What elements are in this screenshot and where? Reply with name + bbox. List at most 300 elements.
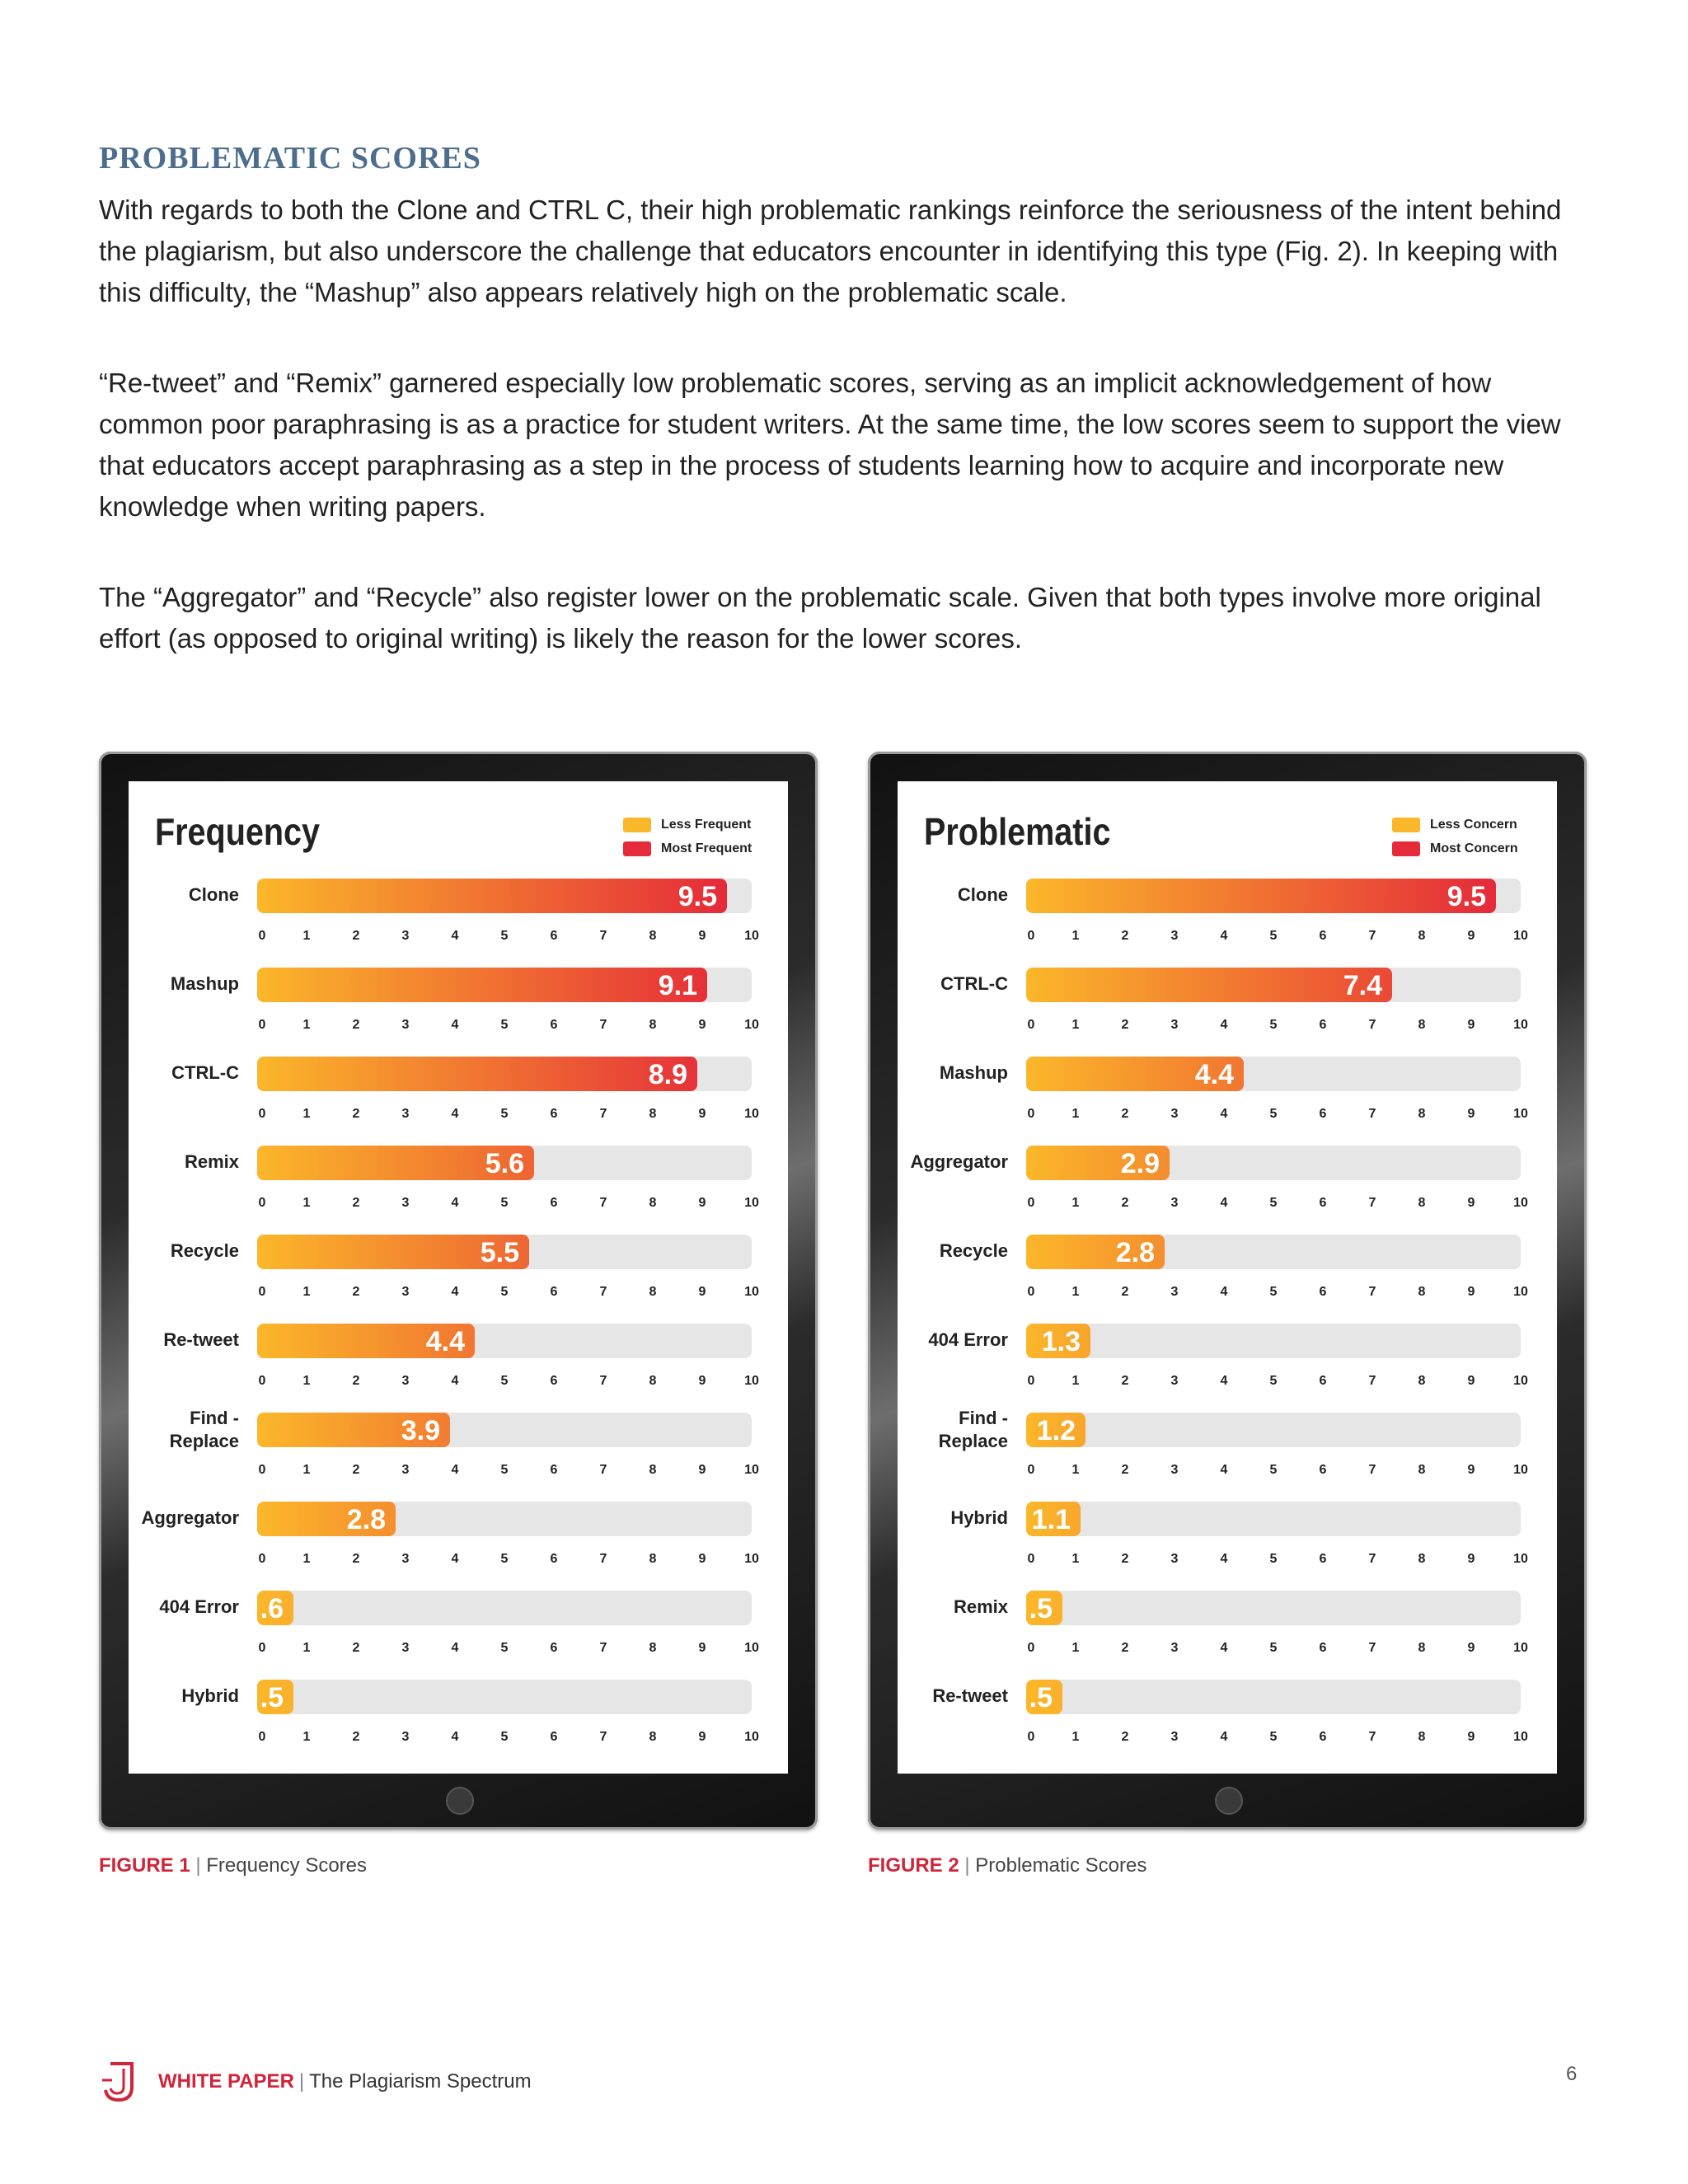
chart-frequency [129,781,788,1774]
tick-label: 5 [1269,1107,1278,1121]
tick-label: 7 [1368,1018,1376,1032]
tick-label: 6 [550,1641,558,1655]
tick-label: 4 [451,1730,459,1744]
tick-label: 10 [1513,1552,1528,1566]
bar-ctrl-c [257,1057,697,1091]
value-label: 3.9 [401,1415,440,1446]
tick-label: 5 [500,929,509,943]
tick-label: 4 [451,1196,459,1210]
tick-label: 9 [1467,1285,1475,1299]
tick-label: 6 [550,1196,558,1210]
tick-label: 1 [1071,1018,1080,1032]
value-label: 2.8 [1115,1237,1155,1268]
tick-label: 9 [698,929,706,943]
category-label: Hybrid [950,1507,1008,1528]
value-label: 5.5 [480,1237,519,1268]
footer-label: WHITE PAPER [158,2070,294,2093]
figure-label: FIGURE 2 [868,1854,959,1877]
tick-label: 9 [698,1196,706,1210]
category-label: Recycle [939,1240,1008,1261]
tick-label: 9 [1467,1374,1475,1388]
legend-label: Most Concern [1430,841,1518,855]
value-label: 4.4 [425,1326,465,1357]
tick-label: 6 [550,929,558,943]
footer [99,2059,532,2105]
tick-label: 9 [1467,1107,1475,1121]
chart-title: Frequency [155,810,321,853]
tick-label: 3 [1170,1552,1179,1566]
tick-label: 8 [649,1107,657,1121]
tick-label: 6 [1319,1730,1327,1744]
tablet-home-button [1215,1787,1243,1815]
tick-label: 0 [258,1285,266,1299]
tick-label: 4 [451,1552,459,1566]
tick-label: 10 [1513,1285,1528,1299]
value-label: 2.9 [1120,1148,1160,1179]
bar-track [1026,1680,1521,1714]
tick-label: 1 [1071,1552,1080,1566]
tablet-problematic [868,752,1587,1830]
value-label: 9.5 [678,881,717,912]
tick-label: 6 [550,1285,558,1299]
tick-label: 5 [1269,1552,1278,1566]
tick-label: 7 [1368,1730,1376,1744]
tick-label: 9 [1467,1196,1475,1210]
tick-label: 1 [302,1107,311,1121]
tick-label: 4 [1220,1641,1228,1655]
category-label: Aggregator [910,1151,1008,1172]
tick-label: 7 [599,1107,607,1121]
tick-label: 0 [258,1463,266,1477]
bar-ctrl-c [1026,968,1392,1002]
tick-label: 7 [599,1285,607,1299]
tick-label: 1 [302,929,311,943]
value-label: 5.6 [485,1148,524,1179]
tick-label: 7 [1368,1463,1376,1477]
tick-label: 1 [302,1374,311,1388]
tick-label: 1 [302,1196,311,1210]
tick-label: 2 [352,1552,360,1566]
tick-label: 4 [1220,1107,1228,1121]
tick-label: 1 [1071,1107,1080,1121]
tick-label: 9 [698,1374,706,1388]
tick-label: 8 [649,1374,657,1388]
tick-label: 10 [744,1196,759,1210]
tick-label: 10 [1513,929,1528,943]
tick-label: 3 [401,1196,410,1210]
tick-label: 5 [500,1374,509,1388]
caption-text: Frequency Scores [206,1854,368,1877]
bar-track [1026,1502,1521,1536]
category-label: Hybrid [181,1685,239,1706]
tick-label: 10 [744,1285,759,1299]
tick-label: 3 [401,1463,410,1477]
bar-clone [1026,879,1496,913]
tick-label: 2 [1121,1374,1129,1388]
tick-label: 4 [1220,1730,1228,1744]
tick-label: 10 [744,1374,759,1388]
paragraph-2: “Re-tweet” and “Remix” garnered especially low problematic scores, serving as an implicit acknowledgement of how common poor paraphrasing is as a practice for student writers. At the same time, the low scores seem to support the view that educators accept paraphrasing as a step in the process of students learning how to acquire and incorporate new knowledge when writing papers. [99,368,1561,522]
tick-label: 0 [1027,1196,1035,1210]
tick-label: 10 [744,1641,759,1655]
category-label: Clone [957,884,1008,905]
value-label: .6 [260,1593,284,1624]
bar-mashup [257,968,707,1002]
tick-label: 4 [1220,1463,1228,1477]
tick-label: 7 [599,1018,607,1032]
tick-label: 8 [1418,1374,1426,1388]
tick-label: 5 [1269,1463,1278,1477]
tick-label: 4 [1220,1018,1228,1032]
tick-label: 8 [649,1018,657,1032]
category-label: 404 Error [928,1329,1008,1350]
tick-label: 4 [1220,1552,1228,1566]
tick-label: 1 [1071,1641,1080,1655]
tick-label: 6 [550,1552,558,1566]
tick-label: 10 [1513,1730,1528,1744]
category-label: Mashup [939,1062,1008,1083]
tick-label: 10 [1513,1641,1528,1655]
tablet-home-button [446,1787,474,1815]
tick-label: 7 [599,1463,607,1477]
tick-label: 1 [302,1552,311,1566]
category-label: CTRL-C [171,1062,239,1083]
tick-label: 9 [698,1107,706,1121]
tick-label: 9 [698,1552,706,1566]
tick-label: 8 [649,1285,657,1299]
category-label: Re-tweet [932,1685,1008,1706]
caption-separator: | [964,1854,970,1877]
tick-label: 0 [1027,1463,1035,1477]
tick-label: 3 [401,1552,410,1566]
category-label: Replace [169,1431,239,1451]
tick-label: 4 [451,1374,459,1388]
value-label: 9.1 [658,970,697,1001]
category-label: Aggregator [141,1507,239,1528]
tick-label: 1 [302,1463,311,1477]
tick-label: 5 [1269,1374,1278,1388]
category-label: CTRL-C [940,973,1008,994]
tick-label: 1 [302,1018,311,1032]
value-label: .5 [1029,1593,1053,1624]
brand-logo-icon [99,2059,140,2105]
tick-label: 2 [1121,929,1129,943]
tick-label: 2 [352,929,360,943]
tick-label: 0 [1027,1374,1035,1388]
page-number: 6 [1566,2063,1578,2085]
tick-label: 4 [451,1018,459,1032]
section-title: PROBLEMATIC SCORES [99,141,481,176]
tick-label: 4 [1220,1374,1228,1388]
tick-label: 2 [1121,1552,1129,1566]
value-label: 1.1 [1031,1504,1071,1535]
tick-label: 2 [1121,1285,1129,1299]
tick-label: 1 [302,1285,311,1299]
category-label: 404 Error [159,1596,239,1617]
bar-chart-problematic [898,781,1557,1774]
tick-label: 10 [744,1730,759,1744]
tick-label: 6 [1319,1107,1327,1121]
category-label: Find - [959,1408,1008,1428]
tick-label: 3 [1170,1641,1179,1655]
tick-label: 7 [1368,1374,1376,1388]
chart-title: Problematic [924,810,1111,853]
tick-label: 8 [1418,1107,1426,1121]
tick-label: 1 [1071,1374,1080,1388]
tick-label: 5 [500,1641,509,1655]
tick-label: 2 [1121,1463,1129,1477]
tick-label: 9 [698,1285,706,1299]
tick-label: 1 [1071,1285,1080,1299]
figure-caption-1 [99,1854,367,1877]
tick-label: 9 [1467,929,1475,943]
tick-label: 2 [352,1641,360,1655]
footer-separator: | [298,2070,305,2093]
tick-label: 7 [599,1730,607,1744]
tick-label: 6 [550,1374,558,1388]
tick-label: 6 [1319,1374,1327,1388]
tick-label: 10 [744,1018,759,1032]
tick-label: 3 [1170,1285,1179,1299]
tick-label: 9 [1467,1641,1475,1655]
category-label: Remix [953,1596,1008,1617]
tick-label: 0 [1027,929,1035,943]
value-label: 4.4 [1194,1059,1234,1090]
tick-label: 4 [451,1107,459,1121]
tick-label: 4 [1220,1196,1228,1210]
paragraph-3: The “Aggregator” and “Recycle” also register lower on the problematic scale. Given that both types involve more original effort (as opposed to original writing) is likely the reason for the lower scores. [99,582,1541,654]
tick-label: 5 [500,1018,509,1032]
tick-label: 0 [258,1107,266,1121]
tick-label: 3 [401,1018,410,1032]
category-label: Mashup [170,973,239,994]
tick-label: 10 [1513,1196,1528,1210]
tick-label: 0 [1027,1018,1035,1032]
bar-track [1026,1324,1521,1358]
tick-label: 6 [1319,1463,1327,1477]
tick-label: 10 [1513,1018,1528,1032]
legend-label: Most Frequent [661,841,753,855]
tick-label: 10 [1513,1374,1528,1388]
footer-title: The Plagiarism Spectrum [309,2070,532,2093]
tick-label: 7 [1368,1107,1376,1121]
tick-label: 5 [500,1107,509,1121]
tick-label: 2 [352,1018,360,1032]
tick-label: 4 [451,1285,459,1299]
tick-label: 1 [1071,929,1080,943]
tick-label: 1 [1071,1196,1080,1210]
tick-label: 1 [302,1641,311,1655]
tick-label: 8 [649,929,657,943]
paragraph-1: With regards to both the Clone and CTRL C, their high problematic rankings reinforce the seriousness of the intent behind the plagiarism, but also underscore the challenge that educators encounter in identifying this type (Fig. 2). In keeping with this difficulty, the “Mashup” also appears relatively high on the problematic scale. [99,194,1562,307]
tick-label: 9 [698,1463,706,1477]
tick-label: 9 [1467,1463,1475,1477]
value-label: .5 [260,1682,284,1713]
caption-separator: | [195,1854,201,1877]
tick-label: 6 [550,1730,558,1744]
tick-label: 2 [352,1285,360,1299]
tick-label: 5 [500,1463,509,1477]
tick-label: 9 [1467,1730,1475,1744]
tick-label: 5 [1269,1196,1278,1210]
tick-label: 2 [352,1374,360,1388]
value-label: 1.3 [1041,1326,1081,1357]
tick-label: 0 [258,1641,266,1655]
tick-label: 3 [401,1730,410,1744]
tick-label: 9 [698,1730,706,1744]
tick-label: 6 [1319,1285,1327,1299]
tick-label: 3 [1170,929,1179,943]
tick-label: 9 [1467,1018,1475,1032]
tick-label: 2 [352,1107,360,1121]
tick-label: 1 [1071,1463,1080,1477]
tick-label: 4 [451,1641,459,1655]
tick-label: 0 [1027,1641,1035,1655]
tick-label: 8 [1418,1018,1426,1032]
tick-label: 7 [1368,1641,1376,1655]
legend-label: Less Concern [1430,817,1517,832]
tick-label: 10 [744,1107,759,1121]
tick-label: 8 [1418,1285,1426,1299]
tick-label: 0 [1027,1730,1035,1744]
tick-label: 8 [1418,1463,1426,1477]
bar-track [1026,1591,1521,1625]
tick-label: 0 [258,1196,266,1210]
tick-label: 3 [401,1107,410,1121]
tick-label: 9 [698,1641,706,1655]
tick-label: 10 [1513,1107,1528,1121]
tick-label: 5 [500,1196,509,1210]
tick-label: 3 [1170,1463,1179,1477]
tick-label: 7 [599,1196,607,1210]
tick-label: 10 [1513,1463,1528,1477]
tick-label: 9 [1467,1552,1475,1566]
tick-label: 7 [599,1374,607,1388]
tick-label: 8 [649,1196,657,1210]
tick-label: 5 [1269,1285,1278,1299]
tick-label: 7 [599,1552,607,1566]
bar-chart-frequency [129,781,788,1774]
tick-label: 3 [1170,1730,1179,1744]
tick-label: 10 [744,1552,759,1566]
tick-label: 3 [401,1285,410,1299]
tick-label: 3 [401,929,410,943]
value-label: 7.4 [1343,970,1382,1001]
tick-label: 6 [550,1463,558,1477]
tick-label: 5 [1269,1018,1278,1032]
tick-label: 5 [500,1285,509,1299]
tick-label: 7 [1368,1285,1376,1299]
tick-label: 5 [1269,1641,1278,1655]
bar-clone [257,879,727,913]
bar-track [1026,1413,1521,1447]
tick-label: 8 [649,1730,657,1744]
tick-label: 4 [1220,929,1228,943]
tick-label: 5 [500,1552,509,1566]
tick-label: 5 [1269,929,1278,943]
tick-label: 7 [599,929,607,943]
tick-label: 8 [1418,1552,1426,1566]
tick-label: 3 [401,1641,410,1655]
category-label: Replace [938,1431,1008,1451]
tick-label: 1 [1071,1730,1080,1744]
tick-label: 7 [1368,1552,1376,1566]
tick-label: 4 [451,1463,459,1477]
bar-track [257,1680,752,1714]
tick-label: 8 [649,1641,657,1655]
figure-label: FIGURE 1 [99,1854,190,1877]
chart-problematic [898,781,1557,1774]
tick-label: 3 [1170,1374,1179,1388]
tick-label: 3 [1170,1018,1179,1032]
tick-label: 6 [550,1107,558,1121]
tick-label: 1 [302,1730,311,1744]
tick-label: 0 [258,1552,266,1566]
value-label: 9.5 [1447,881,1486,912]
tick-label: 6 [1319,1196,1327,1210]
tick-label: 8 [649,1552,657,1566]
tick-label: 0 [1027,1552,1035,1566]
tick-label: 5 [1269,1730,1278,1744]
tick-label: 2 [1121,1018,1129,1032]
tick-label: 0 [1027,1107,1035,1121]
tick-label: 8 [1418,1196,1426,1210]
tick-label: 8 [1418,1641,1426,1655]
tick-label: 2 [352,1730,360,1744]
tick-label: 6 [1319,929,1327,943]
tick-label: 6 [1319,1018,1327,1032]
tick-label: 10 [744,1463,759,1477]
figure-caption-2 [868,1854,1146,1877]
tick-label: 0 [258,1730,266,1744]
tick-label: 6 [1319,1552,1327,1566]
tick-label: 0 [258,1374,266,1388]
tick-label: 9 [698,1018,706,1032]
tick-label: 7 [599,1641,607,1655]
tick-label: 6 [1319,1641,1327,1655]
category-label: Remix [184,1151,239,1172]
tick-label: 3 [1170,1196,1179,1210]
tick-label: 8 [1418,929,1426,943]
tick-label: 2 [1121,1107,1129,1121]
tick-label: 8 [649,1463,657,1477]
tick-label: 2 [352,1463,360,1477]
tick-label: 2 [1121,1196,1129,1210]
tick-label: 4 [1220,1285,1228,1299]
tablet-frequency [99,752,818,1830]
legend-label: Less Frequent [661,817,752,832]
tick-label: 0 [1027,1285,1035,1299]
tick-label: 3 [401,1374,410,1388]
tick-label: 2 [352,1196,360,1210]
tick-label: 10 [744,929,759,943]
value-label: .5 [1029,1682,1053,1713]
tick-label: 2 [1121,1730,1129,1744]
category-label: Recycle [170,1240,239,1261]
tick-label: 8 [1418,1730,1426,1744]
value-label: 8.9 [648,1059,687,1090]
caption-text: Problematic Scores [975,1854,1147,1877]
category-label: Find - [190,1408,239,1428]
tick-label: 4 [451,929,459,943]
tick-label: 3 [1170,1107,1179,1121]
tick-label: 0 [258,929,266,943]
category-label: Re-tweet [163,1329,239,1350]
value-label: 1.2 [1036,1415,1076,1446]
value-label: 2.8 [346,1504,386,1535]
tick-label: 6 [550,1018,558,1032]
category-label: Clone [188,884,239,905]
